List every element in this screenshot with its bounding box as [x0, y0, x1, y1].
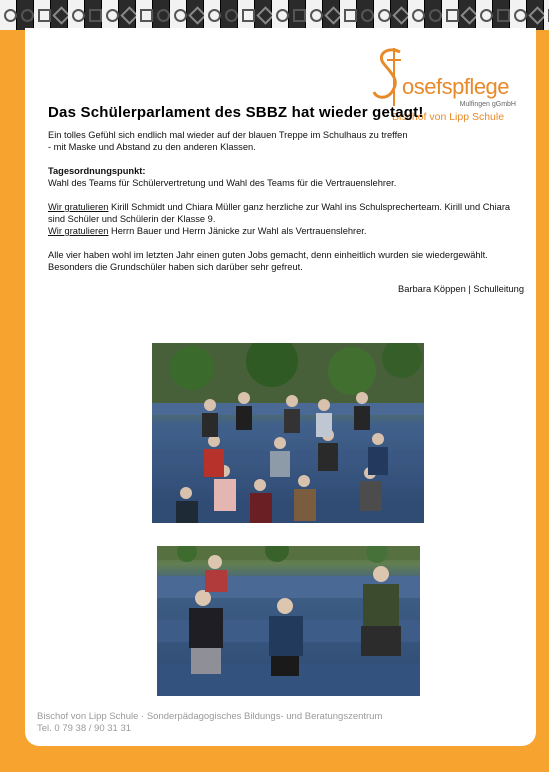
document-page [25, 28, 536, 746]
signature: Barbara Köppen | Schulleitung [398, 284, 524, 294]
logo-name: osefspflege [402, 74, 510, 99]
intro-line-1: Ein tolles Gefühl sich endlich mal wieder auf der blauen Treppe im Schulhaus zu treffen [48, 130, 408, 140]
logo-school-name: Bischof von Lipp Schule [392, 111, 505, 123]
congrats-lead-2: Wir gratulieren [48, 226, 109, 236]
congrats-paragraph-2 [48, 225, 524, 237]
footer [37, 711, 382, 735]
footer-phone: Tel. 0 79 38 / 90 31 31 [37, 723, 132, 734]
logo-subtitle: Mulfingen gGmbH [459, 101, 516, 108]
congrats-text-2: Herrn Bauer und Herrn Jänicke zur Wahl als Vertrauenslehrer. [108, 226, 367, 236]
footer-address: Bischof von Lipp Schule · Sonderpädagogisches Bildungs- und Beratungszentrum [37, 711, 383, 722]
article-headline: Das Schülerparlament des SBBZ hat wieder getagt! [48, 104, 424, 121]
student-representatives-photo [157, 546, 420, 696]
article-body [48, 129, 524, 273]
decorative-top-strip [0, 0, 549, 30]
closing-paragraph: Alle vier haben wohl im letzten Jahr einen guten Jobs gemacht, denn einheitlich wurden sie wiedergewählt. Besonders die Grundschüler haben sich darüber sehr gefreut. [48, 250, 488, 272]
agenda-text: Wahl des Teams für Schülervertretung und Wahl des Teams für die Vertrauenslehrer. [48, 178, 397, 188]
congrats-text-1: Kirill Schmidt und Chiara Müller ganz herzliche zur Wahl ins Schulsprecherteam. Kirill und Chiara sind Schüler und Schülerin der Klasse 9. [48, 202, 511, 224]
congrats-paragraph-1 [48, 201, 524, 225]
intro-line-2: - mit Maske und Abstand zu den anderen Klassen. [48, 142, 256, 152]
congrats-lead-1: Wir gratulieren [48, 202, 109, 212]
agenda-label: Tagesordnungspunkt: [48, 166, 146, 176]
group-photo-stairs [152, 343, 424, 523]
